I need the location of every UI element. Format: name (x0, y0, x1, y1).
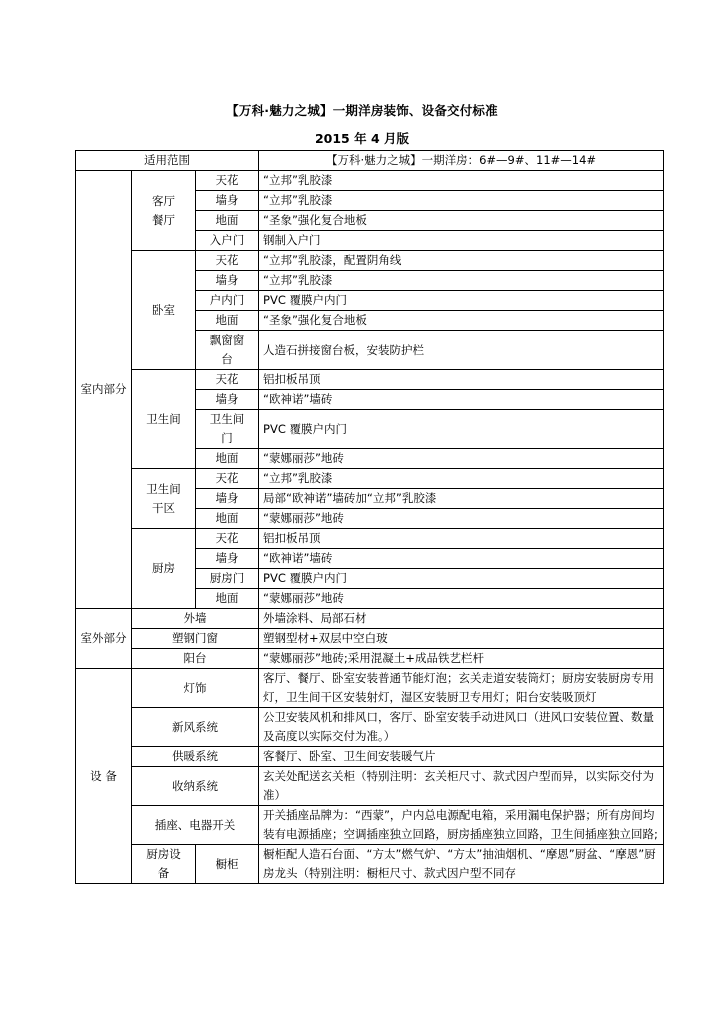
spec-cell: “蒙娜丽莎”地砖;采用混凝土+成品铁艺栏杆 (259, 649, 664, 669)
item-cell: 墙身 (196, 549, 259, 569)
item-cell: 收纳系统 (132, 767, 259, 806)
spec-cell: 铝扣板吊顶 (259, 370, 664, 390)
spec-cell: 局部“欧神诺”墙砖加“立邦”乳胶漆 (259, 489, 664, 509)
item-cell: 地面 (196, 211, 259, 231)
spec-cell: “蒙娜丽莎”地砖 (259, 509, 664, 529)
item-cell: 塑钢门窗 (132, 629, 259, 649)
table-row (76, 629, 664, 649)
table-row (76, 251, 664, 271)
table-row (76, 767, 664, 806)
table-row-header (76, 151, 664, 171)
document-edition: 2015 年 4 月版 (314, 131, 410, 146)
item-cell: 天花 (196, 251, 259, 271)
table-row (76, 469, 664, 489)
spec-cell: 开关插座品牌为：“西蒙”，户内总电源配电箱，采用漏电保护器；所有房间均装有电源插座；空调插座独立回路，厨房插座独立回路，卫生间插座独立回路; (259, 806, 664, 845)
spec-cell: 橱柜配人造石台面、“方太”燃气炉、“方太”抽油烟机、“摩恩”厨盆、“摩恩”厨房龙头（特别注明：橱柜尺寸、款式因户型不同存 (259, 845, 664, 884)
spec-cell: 客餐厅、卧室、卫生间安装暖气片 (259, 747, 664, 767)
spec-cell: “立邦”乳胶漆，配置阴角线 (259, 251, 664, 271)
bathroom-dry-zone-label: 卫生间干区 (132, 469, 196, 529)
item-cell: 墙身 (196, 271, 259, 291)
document-title: 【万科·魅力之城】一期洋房装饰、设备交付标准 (226, 103, 498, 118)
bathroom-label: 卫生间 (132, 370, 196, 469)
scope-value: 【万科·魅力之城】一期洋房：6#—9#、11#—14# (259, 151, 664, 171)
item-cell: 插座、电器开关 (132, 806, 259, 845)
item-cell: 橱柜 (196, 845, 259, 884)
item-cell: 外墙 (132, 609, 259, 629)
spec-cell: “欧神诺”墙砖 (259, 549, 664, 569)
spec-cell: 塑钢型材+双层中空白玻 (259, 629, 664, 649)
table-row (76, 171, 664, 191)
table-row (76, 529, 664, 549)
item-cell: 地面 (196, 449, 259, 469)
item-cell: 户内门 (196, 291, 259, 311)
spec-cell: “立邦”乳胶漆 (259, 271, 664, 291)
spec-cell: “立邦”乳胶漆 (259, 469, 664, 489)
item-cell: 新风系统 (132, 708, 259, 747)
item-cell: 墙身 (196, 489, 259, 509)
spec-cell: 铝扣板吊顶 (259, 529, 664, 549)
table-row (76, 669, 664, 708)
item-cell: 天花 (196, 171, 259, 191)
bedroom-label: 卧室 (132, 251, 196, 370)
spec-cell: 钢制入户门 (259, 231, 664, 251)
spec-cell: “蒙娜丽莎”地砖 (259, 449, 664, 469)
delivery-standard-table (75, 150, 664, 884)
item-cell: 天花 (196, 529, 259, 549)
table-row (76, 747, 664, 767)
kitchen-equipment-label: 厨房设备 (132, 845, 196, 884)
spec-cell: “圣象”强化复合地板 (259, 211, 664, 231)
table-row (76, 609, 664, 629)
spec-cell: “圣象”强化复合地板 (259, 311, 664, 331)
spec-cell: PVC 覆膜户内门 (259, 410, 664, 449)
item-cell: 入户门 (196, 231, 259, 251)
item-cell: 阳台 (132, 649, 259, 669)
table-row (76, 845, 664, 884)
item-cell: 天花 (196, 370, 259, 390)
item-cell: 地面 (196, 589, 259, 609)
outdoor-section-label: 室外部分 (76, 609, 132, 669)
spec-cell: PVC 覆膜户内门 (259, 291, 664, 311)
spec-cell: “立邦”乳胶漆 (259, 171, 664, 191)
spec-cell: PVC 覆膜户内门 (259, 569, 664, 589)
equipment-section-label: 设 备 (76, 669, 132, 884)
table-row (76, 649, 664, 669)
spec-cell: “欧神诺”墙砖 (259, 390, 664, 410)
kitchen-label: 厨房 (132, 529, 196, 609)
item-cell: 墙身 (196, 191, 259, 211)
item-cell: 墙身 (196, 390, 259, 410)
item-cell: 厨房门 (196, 569, 259, 589)
spec-cell: “立邦”乳胶漆 (259, 191, 664, 211)
item-cell: 天花 (196, 469, 259, 489)
living-dining-label: 客厅餐厅 (132, 171, 196, 251)
spec-cell: 公卫安装风机和排风口，客厅、卧室安装手动进风口（进风口安装位置、数量及高度以实际交付为准。） (259, 708, 664, 747)
spec-cell: 外墙涂料、局部石材 (259, 609, 664, 629)
item-cell: 飘窗窗台 (196, 331, 259, 370)
item-cell: 卫生间门 (196, 410, 259, 449)
spec-cell: 玄关处配送玄关柜（特别注明：玄关柜尺寸、款式因户型而异，以实际交付为准） (259, 767, 664, 806)
table-row (76, 806, 664, 845)
item-cell: 供暖系统 (132, 747, 259, 767)
table-row (76, 708, 664, 747)
spec-cell: “蒙娜丽莎”地砖 (259, 589, 664, 609)
table-row (76, 370, 664, 390)
item-cell: 灯饰 (132, 669, 259, 708)
scope-label: 适用范围 (76, 151, 259, 171)
item-cell: 地面 (196, 311, 259, 331)
indoor-section-label: 室内部分 (76, 171, 132, 609)
item-cell: 地面 (196, 509, 259, 529)
spec-cell: 人造石拼接窗台板，安装防护栏 (259, 331, 664, 370)
spec-cell: 客厅、餐厅、卧室安装普通节能灯泡；玄关走道安装筒灯；厨房安装厨房专用灯，卫生间干区安装射灯，湿区安装厨卫专用灯；阳台安装吸顶灯 (259, 669, 664, 708)
